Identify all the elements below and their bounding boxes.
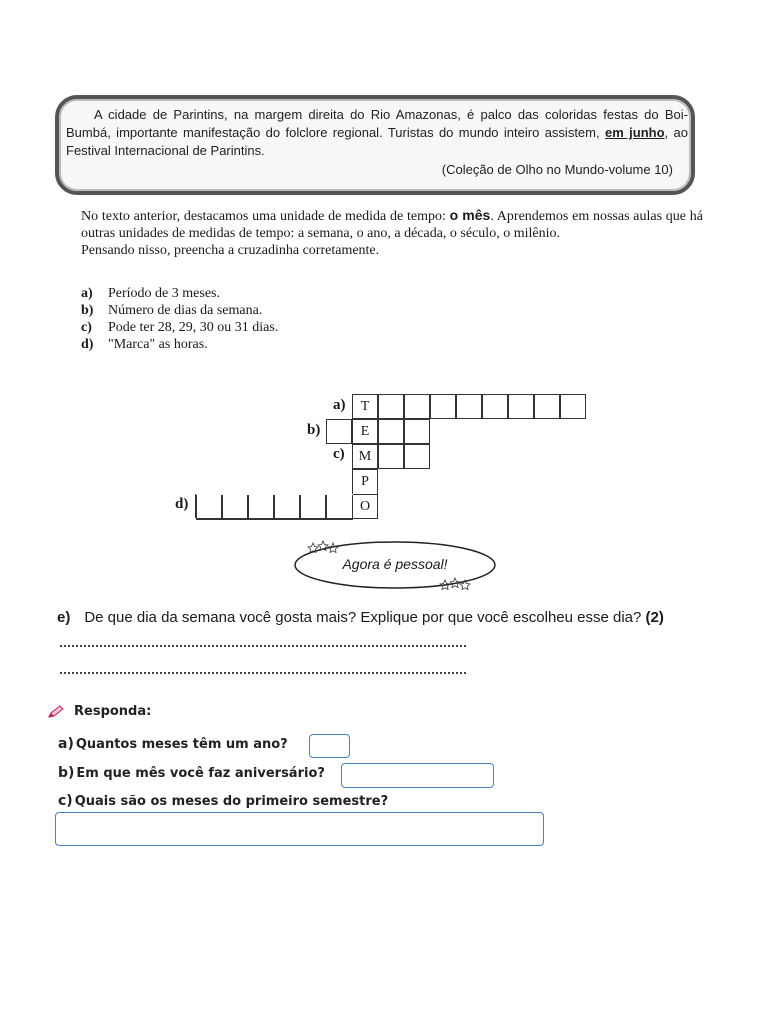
cw-cell-key-m[interactable]: M [352, 444, 378, 469]
responda-heading: Responda: [48, 704, 151, 719]
clue-b: b) Número de dias da semana. [81, 303, 263, 318]
question-b: b) Em que mês você faz aniversário? [58, 765, 325, 781]
cw-cell-b[interactable] [378, 419, 404, 444]
cw-cell-d[interactable] [195, 494, 197, 518]
pencil-icon [48, 705, 64, 719]
cw-cell-d[interactable] [299, 494, 301, 518]
cw-cell-c[interactable] [404, 444, 430, 469]
cw-cell-d[interactable] [247, 494, 249, 518]
cw-cell-d[interactable] [325, 494, 327, 518]
cw-label-d: d) [175, 496, 189, 512]
cw-cell-a[interactable] [560, 394, 586, 419]
cw-cell-a[interactable] [482, 394, 508, 419]
question-a: a) Quantos meses têm um ano? [58, 736, 288, 752]
quote-text: A cidade de Parintins, na margem direita do Rio Amazonas, é palco das coloridas festas do Boi-Bumbá, importante manifestação do folclore regional. Turistas do mundo inteiro assistem, em junho, ao Festival Internacional de Parintins. [66, 107, 688, 158]
cw-row-d-baseline [196, 518, 353, 520]
clue-c: c) Pode ter 28, 29, 30 ou 31 dias. [81, 320, 279, 335]
clue-d: d) "Marca" as horas. [81, 337, 208, 352]
cw-cell-a[interactable] [508, 394, 534, 419]
cw-label-c: c) [333, 446, 345, 462]
answer-line[interactable] [60, 672, 466, 674]
cw-label-b: b) [307, 422, 321, 438]
cw-cell-a[interactable] [430, 394, 456, 419]
clue-list [81, 285, 278, 353]
cw-cell-a[interactable] [378, 394, 404, 419]
cw-label-a: a) [333, 397, 346, 413]
cw-cell-a[interactable] [534, 394, 560, 419]
cw-row-d-top [196, 494, 353, 495]
cw-cell-d[interactable] [221, 494, 223, 518]
cw-cell-key-o[interactable]: O [352, 494, 378, 519]
cw-cell-a[interactable] [456, 394, 482, 419]
clue-a: a) Período de 3 meses. [81, 286, 220, 301]
cw-cell-key-p[interactable]: P [352, 469, 378, 494]
answer-box-a[interactable] [309, 734, 350, 758]
cw-cell-key-e[interactable]: E [352, 419, 378, 444]
question-c: c) Quais são os meses do primeiro semestre? [58, 793, 389, 809]
pessoal-title: Agora é pessoal! [342, 556, 448, 572]
quote-source: (Coleção de Olho no Mundo-volume 10) [441, 162, 673, 177]
cw-cell-d[interactable] [273, 494, 275, 518]
cw-cell-key-t[interactable]: T [352, 394, 378, 419]
cw-cell-a[interactable] [404, 394, 430, 419]
answer-box-c[interactable] [55, 812, 544, 846]
question-e: e) De que dia da semana você gosta mais? Explique por que você escolheu esse dia? (2) [57, 609, 664, 626]
answer-box-b[interactable] [341, 763, 494, 788]
cw-cell-b[interactable] [404, 419, 430, 444]
cw-cell-c[interactable] [378, 444, 404, 469]
intro-text: No texto anterior, destacamos uma unidade de medida de tempo: o mês. Aprendemos em nossas aulas que há outras unidades de medidas de tempo: a semana, o ano, a década, o século, o milênio. Pensando nisso, preencha a cruzadinha corretamente. [81, 207, 703, 258]
cw-cell-b[interactable] [326, 419, 352, 444]
answer-line[interactable] [60, 645, 466, 647]
highlight-em-junho: em junho [605, 125, 665, 140]
